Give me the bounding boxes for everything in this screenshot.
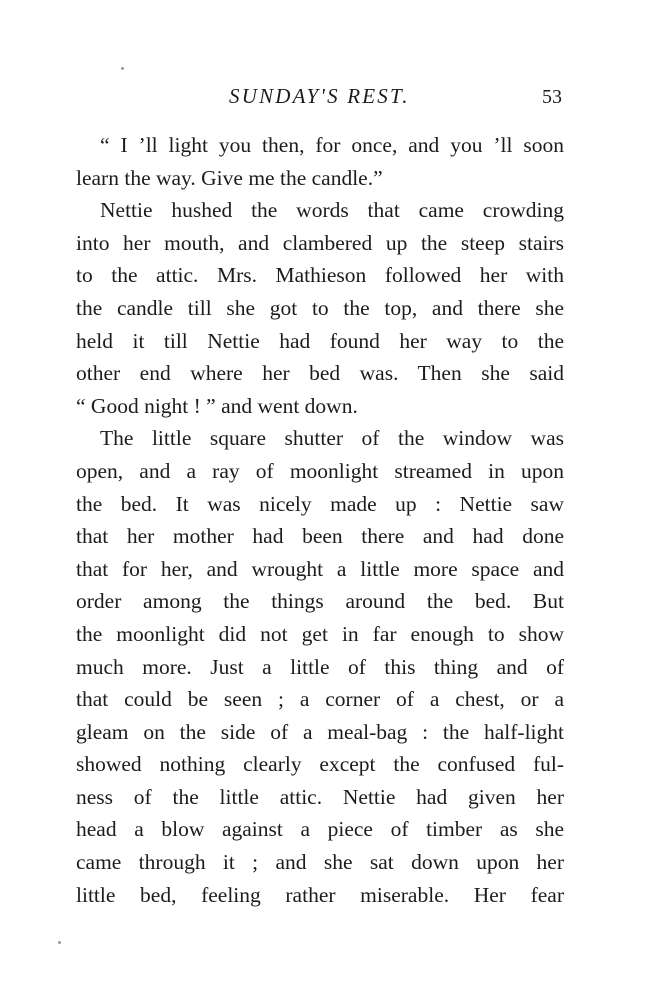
running-title: SUNDAY'S REST. — [229, 84, 410, 108]
page-number: 53 — [542, 86, 562, 108]
text-line: The little square shutter of the window was — [100, 426, 564, 451]
text-line: ness of the little attic. Nettie had given her — [76, 784, 564, 809]
text-line: much more. Just a little of this thing and of — [76, 654, 564, 679]
running-head — [0, 84, 670, 114]
text-line: to the attic. Mrs. Mathieson followed her with — [76, 263, 564, 288]
paper-speck — [58, 941, 61, 944]
text-line: “ I ’ll light you then, for once, and you ’ll soon — [100, 133, 564, 157]
text-line: order among the things around the bed. But — [76, 589, 564, 614]
text-line: learn the way. Give me the candle.” — [76, 165, 383, 190]
text-line: showed nothing clearly except the confused ful- — [76, 752, 564, 777]
body-text — [76, 129, 564, 911]
text-line: the bed. It was nicely made up : Nettie saw — [76, 491, 564, 516]
text-line: open, and a ray of moonlight streamed in upon — [76, 458, 564, 483]
text-line: head a blow against a piece of timber as she — [76, 817, 564, 842]
paper-speck — [121, 67, 124, 70]
text-line: the moonlight did not get in far enough to show — [76, 621, 564, 646]
text-line: that could be seen ; a corner of a chest, or a — [76, 687, 564, 712]
text-line: that for her, and wrought a little more space and — [76, 556, 564, 581]
text-line: came through it ; and she sat down upon her — [76, 850, 564, 875]
text-line: that her mother had been there and had done — [76, 524, 564, 549]
text-line: Nettie hushed the words that came crowding — [100, 198, 564, 223]
text-line: the candle till she got to the top, and there she — [76, 295, 564, 320]
text-line: other end where her bed was. Then she said — [76, 361, 564, 386]
text-line: held it till Nettie had found her way to the — [76, 328, 564, 353]
text-line: into her mouth, and clambered up the steep stairs — [76, 230, 564, 255]
text-line: little bed, feeling rather miserable. Her fear — [76, 882, 564, 907]
text-line: gleam on the side of a meal-bag : the half-light — [76, 719, 564, 744]
text-line: “ Good night ! ” and went down. — [76, 393, 358, 418]
